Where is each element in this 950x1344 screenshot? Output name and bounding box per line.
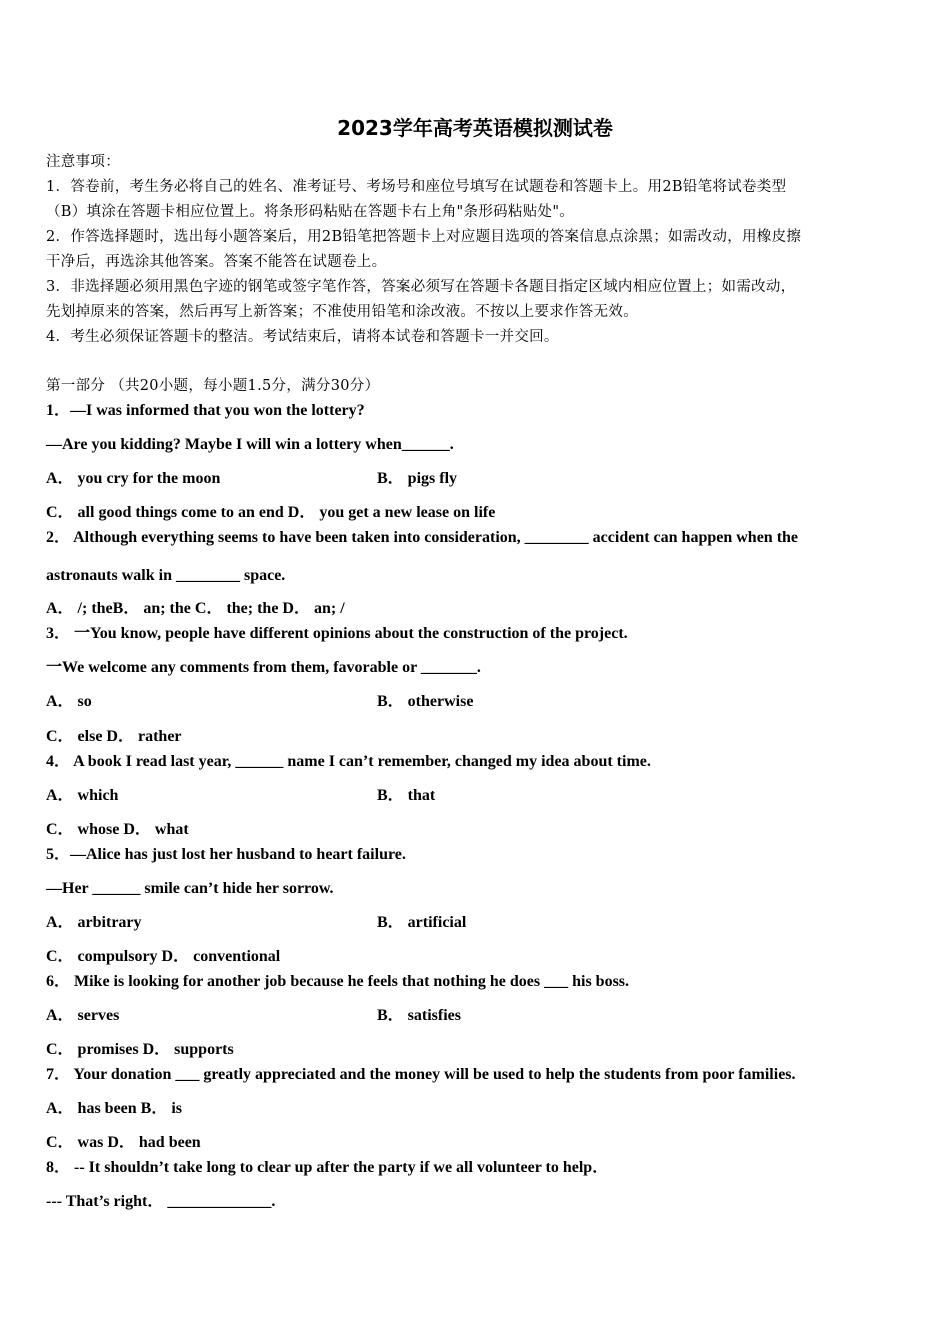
question-stem: astronauts walk in ________ space. (46, 567, 286, 584)
question-stem: 2． Although everything seems to have been taken into consideration, ________ accident can happen when the (46, 529, 799, 546)
question-stem: 5．—Alice has just lost her husband to heart failure. (46, 846, 406, 863)
option-a: A． which (46, 787, 119, 804)
question-stem: 6． Mike is looking for another job because he feels that nothing he does ___ his boss. (46, 973, 630, 990)
option-b: B． pigs fly (377, 470, 458, 487)
option-cd: C． promises D． supports (46, 1041, 234, 1058)
option-b: B． artificial (377, 914, 467, 931)
option-cd: C． compulsory D． conventional (46, 948, 281, 965)
question-stem: —Are you kidding? Maybe I will win a lottery when______. (46, 436, 454, 453)
option-a: A． serves (46, 1007, 120, 1024)
question-stem: 一We welcome any comments from them, favorable or _______. (46, 659, 481, 676)
question-stem: 1．—I was informed that you won the lottery? (46, 402, 365, 419)
question-stem: 8． -- It shouldn’t take long to clear up after the party if we all volunteer to help． (46, 1159, 609, 1176)
option-b: B． otherwise (377, 693, 474, 710)
option-row: A． /; theB． an; the C． the; the D． an; / (46, 600, 345, 617)
section-heading: 第一部分 （共20小题，每小题1.5分，满分30分） (46, 378, 380, 394)
notice-heading: 注意事项： (46, 154, 120, 170)
question-stem: —Her ______ smile can’t hide her sorrow. (46, 880, 334, 897)
notice-line: （B）填涂在答题卡相应位置上。将条形码粘贴在答题卡右上角"条形码粘贴处"。 (46, 204, 575, 220)
notice-line: 干净后，再选涂其他答案。答案不能答在试题卷上。 (46, 254, 387, 270)
option-cd: C． was D． had been (46, 1134, 201, 1151)
option-cd: C． else D． rather (46, 728, 182, 745)
option-b: B． satisfies (377, 1007, 462, 1024)
notice-line: 4．考生必须保证答题卡的整洁。考试结束后，请将本试卷和答题卡一并交回。 (46, 329, 559, 345)
question-stem: 7． Your donation ___ greatly appreciated and the money will be used to help the students from poor families. (46, 1066, 796, 1083)
question-stem: --- That’s right． _____________. (46, 1193, 276, 1210)
option-a: A． arbitrary (46, 914, 142, 931)
option-ab: A． has been B． is (46, 1100, 183, 1117)
notice-line: 先划掉原来的答案，然后再写上新答案；不准使用铅笔和涂改液。不按以上要求作答无效。 (46, 304, 638, 320)
question-stem: 4． A book I read last year, ______ name I can’t remember, changed my idea about time. (46, 753, 651, 770)
option-a: A． so (46, 693, 92, 710)
option-cd: C． whose D． what (46, 821, 189, 838)
option-b: B． that (377, 787, 436, 804)
notice-line: 3．非选择题必须用黑色字迹的钢笔或签字笔作答，答案必须写在答题卡各题目指定区域内相应位置上；如需改动， (46, 279, 796, 295)
option-cd: C． all good things come to an end D． you get a new lease on life (46, 504, 496, 521)
notice-line: 2．作答选择题时，选出每小题答案后，用2B铅笔把答题卡上对应题目选项的答案信息点涂黑；如需改动，用橡皮擦 (46, 229, 802, 245)
option-a: A． you cry for the moon (46, 470, 221, 487)
notice-line: 1．答卷前，考生务必将自己的姓名、准考证号、考场号和座位号填写在试题卷和答题卡上。用2B铅笔将试卷类型 (46, 179, 787, 195)
question-stem: 3． 一You know, people have different opinions about the construction of the project. (46, 625, 628, 642)
page-title: 2023学年高考英语模拟测试卷 (337, 116, 613, 140)
